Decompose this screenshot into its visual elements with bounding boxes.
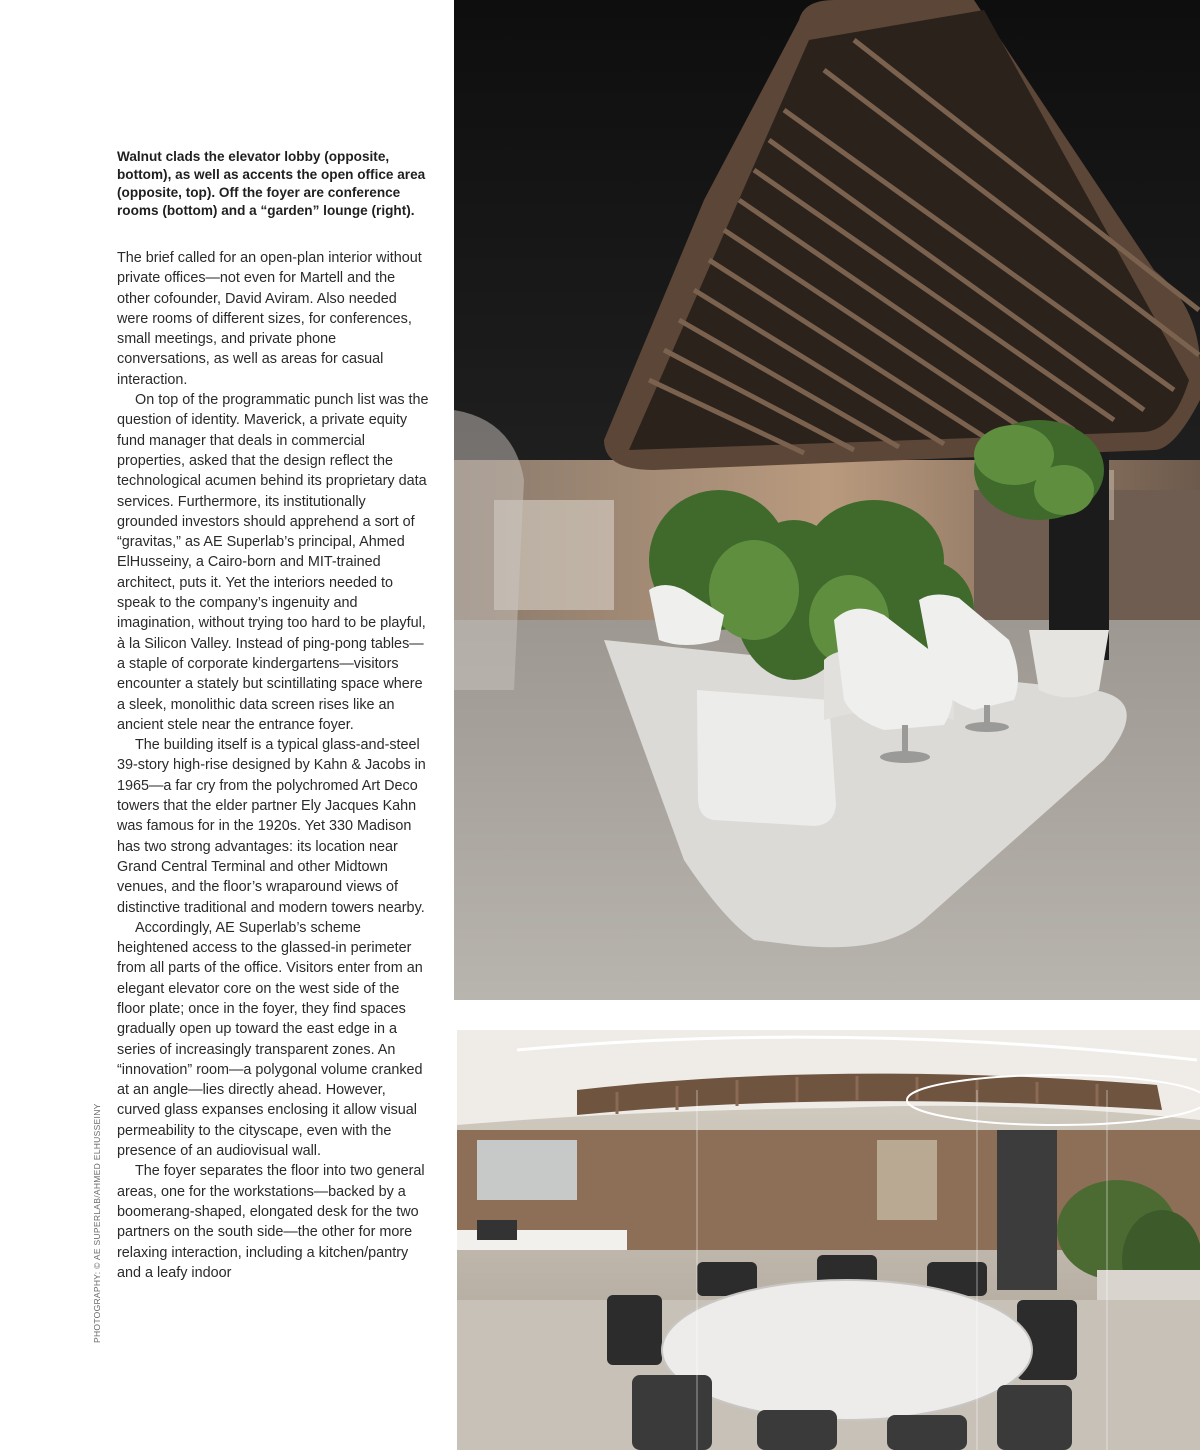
body-paragraph: Accordingly, AE Superlab’s scheme heightened access to the glassed-in perimeter from all parts of the office. Visitors enter from an elegant elevator core on the west side of the floor plate; once in the foyer, they find spaces gradually open up toward the east edge in a series of increasingly transparent zones. An “innovation” room—a polygonal volume cranked at an angle—lies directly ahead. However, curved glass expanses enclosing it allow visual permeability to the cityscape, even with the presence of an audiovisual wall.	[117, 919, 423, 1160]
body-paragraph: The foyer separates the floor into two general areas, one for the workstations—backed by a boomerang-shaped, elongated desk for the two partners on the south side—the other for more relaxing interaction, including a kitchen/pantry and a leafy indoor	[117, 1163, 425, 1281]
body-paragraph: The brief called for an open-plan interior without private offices—not even for Martell and the other cofounder, David Aviram. Also needed were rooms of different sizes, for conferences, small meetings, and private phone conversations, as well as areas for casual interaction.	[117, 250, 422, 388]
conference-room-photo	[457, 1030, 1200, 1450]
photo-caption: Walnut clads the elevator lobby (opposite, bottom), as well as accents the open office area (opposite, top). Off the foyer are conference rooms (bottom) and a “garden” lounge (right).	[117, 149, 426, 218]
body-paragraph: On top of the programmatic punch list was the question of identity. Maverick, a private equity fund manager that deals in commercial properties, asked that the design reflect the technological acumen behind its proprietary data services. Furthermore, its institutionally grounded investors should apprehend a sort of “gravitas,” as AE Superlab’s principal, Ahmed ElHusseiny, a Cairo-born and MIT-trained architect, puts it. Yet the interiors needed to speak to the company’s ingenuity and imagination, without trying too hard to be playful, à la Silicon Valley. Instead of ping-pong tables—a staple of corporate kindergartens—visitors encounter a stately but scintillating space where a sleek, monolithic data screen rises like an ancient stele near the entrance foyer.	[117, 392, 429, 733]
article-body	[117, 248, 429, 1283]
body-paragraph: The building itself is a typical glass-and-steel 39-story high-rise designed by Kahn & Jacobs in 1965—a far cry from the polychromed Art Deco towers that the elder partner Ely Jacques Kahn was famous for in the 1920s. Yet 330 Madison has two strong advantages: its location near Grand Central Terminal and other Midtown venues, and the floor’s wraparound views of distinctive traditional and modern towers nearby.	[117, 737, 426, 916]
photo-credit: PHOTOGRAPHY: © AE SUPERLAB/AHMED ELHUSSEINY	[92, 1103, 102, 1343]
lounge-photo	[454, 0, 1200, 1000]
